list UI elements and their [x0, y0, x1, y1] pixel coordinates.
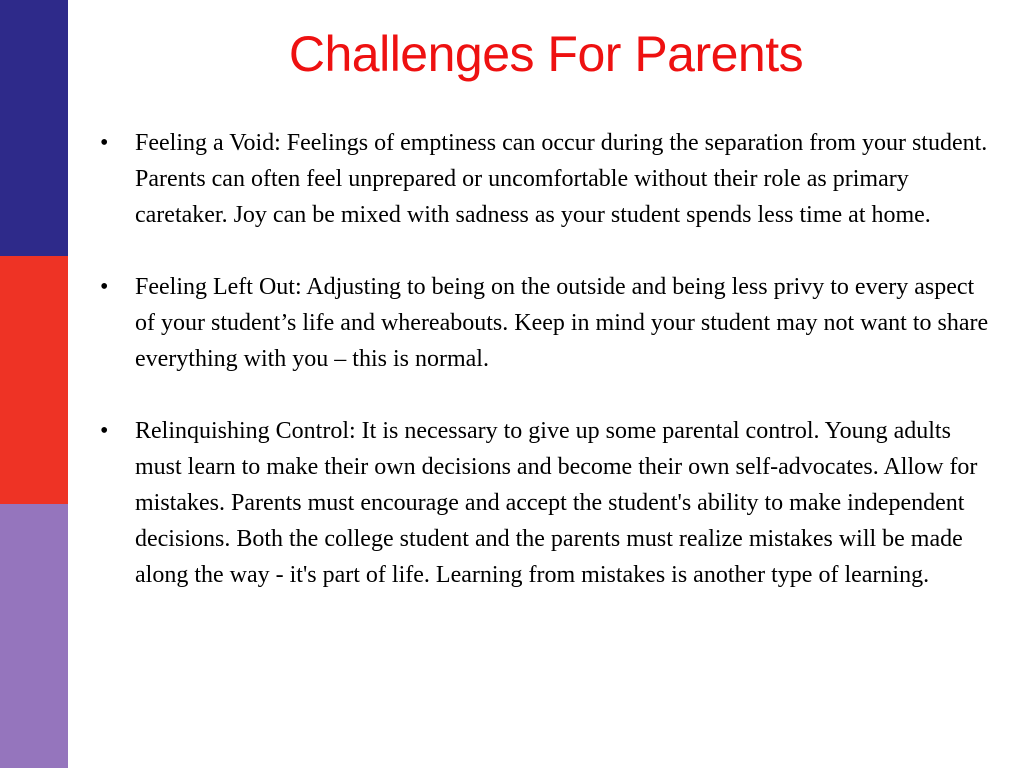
bullet-text: Feeling a Void: Feelings of emptiness can occur during the separation from your student. Parents can often feel unprepared or uncomfortable without their role as primary caretaker. Joy can be mixed with sadness as your student spends less time at home. [135, 130, 988, 228]
slide-title: Challenges For Parents [288, 26, 804, 82]
bullet-marker: • [100, 418, 109, 444]
bullet-list [100, 125, 990, 629]
bullet-marker: • [100, 274, 109, 300]
bullet-text: Feeling Left Out: Adjusting to being on the outside and being less privy to every aspect of your student’s life and whereabouts. Keep in mind your student may not want to share everything with you – this is normal. [135, 274, 989, 372]
bullet-marker: • [100, 130, 109, 156]
side-band-purple [0, 504, 68, 768]
side-band-red [0, 256, 68, 504]
bullet-item-feeling-a-void [100, 125, 990, 233]
side-color-bar [0, 0, 68, 768]
bullet-item-feeling-left-out [100, 269, 990, 377]
side-band-navy [0, 0, 68, 256]
bullet-item-relinquishing-control [100, 413, 990, 593]
bullet-text: Relinquishing Control: It is necessary to give up some parental control. Young adults must learn to make their own decisions and become their own self-advocates. Allow for mistakes. Parents must encourage and accept the student's ability to make independent decisions. Both the college student and the parents must realize mistakes will be made along the way - it's part of life. Learning from mistakes is another type of learning. [135, 418, 978, 588]
